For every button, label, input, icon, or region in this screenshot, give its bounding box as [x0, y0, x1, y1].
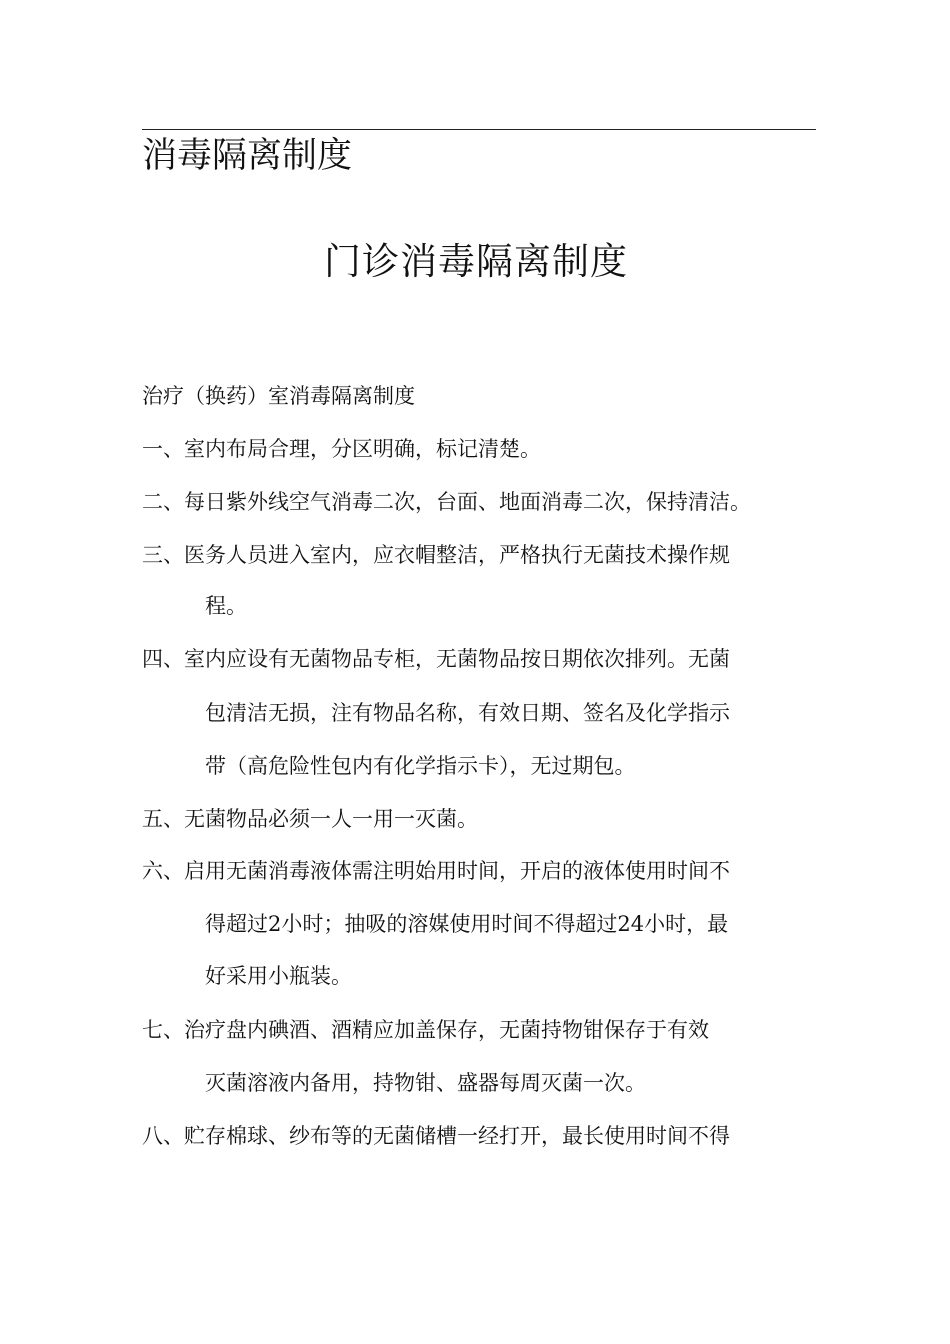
- rule-line: 二、每日紫外线空气消毒二次，台面、地面消毒二次，保持清洁。: [142, 490, 751, 514]
- rule-line-continuation: 程。: [205, 594, 247, 618]
- rule-line-continuation: 包清洁无损，注有物品名称，有效日期、签名及化学指示: [205, 701, 730, 725]
- rule-line: 三、医务人员进入室内，应衣帽整洁，严格执行无菌技术操作规: [142, 543, 730, 567]
- document-title: 消毒隔离制度: [142, 136, 353, 176]
- rule-line: 六、启用无菌消毒液体需注明始用时间，开启的液体使用时间不: [142, 859, 730, 883]
- rule-line: 七、治疗盘内碘酒、酒精应加盖保存，无菌持物钳保存于有效: [142, 1018, 709, 1042]
- rule-line: 四、室内应设有无菌物品专柜，无菌物品按日期依次排列。无菌: [142, 647, 730, 671]
- rule-line-continuation: 灭菌溶液内备用，持物钳、盛器每周灭菌一次。: [205, 1071, 646, 1095]
- section-title: 治疗（换药）室消毒隔离制度: [142, 384, 415, 408]
- header-rule: [142, 129, 816, 130]
- rule-line: 八、贮存棉球、纱布等的无菌储槽一经打开，最长使用时间不得: [142, 1124, 730, 1148]
- rule-line-continuation: 带（高危险性包内有化学指示卡），无过期包。: [205, 754, 636, 778]
- page-title: 门诊消毒隔离制度: [324, 240, 628, 283]
- rule-line: 五、无菌物品必须一人一用一灭菌。: [142, 807, 478, 831]
- rule-line-continuation: 好采用小瓶装。: [205, 964, 352, 988]
- rule-line-continuation: 得超过2小时；抽吸的溶媒使用时间不得超过24小时，最: [205, 912, 729, 936]
- rule-line: 一、室内布局合理，分区明确，标记清楚。: [142, 437, 541, 461]
